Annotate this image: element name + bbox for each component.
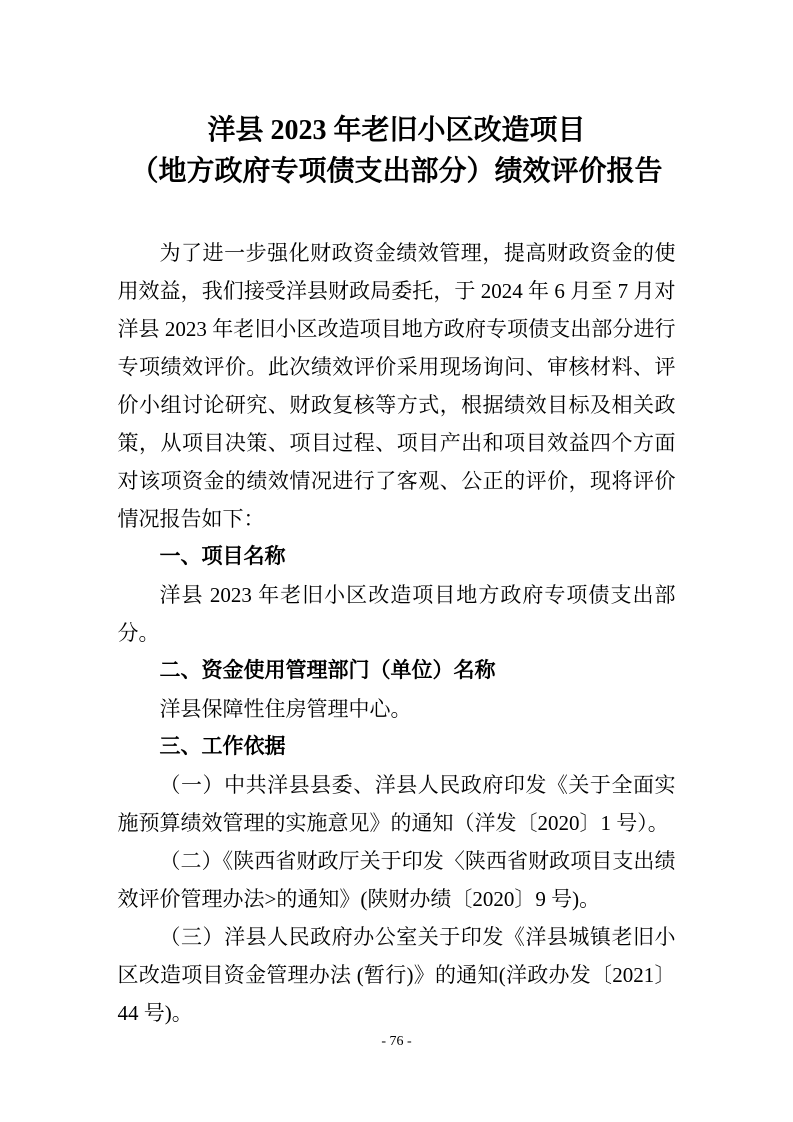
section-paragraph: （二）《陕西省财政厅关于印发〈陕西省财政项目支出绩效评价管理办法>的通知》(陕财办绩〔2020〕9 号)。 — [117, 849, 676, 911]
section-heading-project-name: 一、项目名称 — [159, 545, 286, 568]
report-body — [118, 234, 676, 1032]
section-paragraph: 洋县保障性住房管理中心。 — [159, 697, 412, 721]
section-paragraph: 洋县 2023 年老旧小区改造项目地方政府专项债支出部分。 — [117, 583, 676, 645]
section-heading-fund-management-unit: 二、资金使用管理部门（单位）名称 — [159, 659, 496, 682]
report-title-line2: （地方政府专项债支出部分）绩效评价报告 — [130, 156, 663, 187]
intro-paragraph: 为了进一步强化财政资金绩效管理，提高财政资金的使用效益，我们接受洋县财政局委托，于 2024 年 6 月至 7 月对洋县 2023 年老旧小区改造项目地方政府专项债支出部分进行专项绩效评价。此次绩效评价采用现场询问、审核材料、评价小组讨论研究、财政复核等方式，根据绩效目标及相关政策，从项目决策、项目过程、项目产出和项目效益四个方面对该项资金的绩效情况进行了客观、公正的评价，现将评价情况报告如下： — [117, 241, 676, 531]
section-paragraph: （三）洋县人民政府办公室关于印发《洋县城镇老旧小区改造项目资金管理办法 (暂行)》的通知(洋政办发〔2021〕44 号)。 — [117, 925, 676, 1025]
report-title-line1: 洋县 2023 年老旧小区改造项目 — [207, 115, 586, 146]
page-number: - 76 - — [381, 1034, 412, 1049]
section-heading-work-basis: 三、工作依据 — [159, 735, 286, 758]
report-title — [0, 0, 793, 192]
section-paragraph: （一）中共洋县县委、洋县人民政府印发《关于全面实施预算绩效管理的实施意见》的通知（洋发〔2020〕1 号）。 — [117, 773, 676, 835]
